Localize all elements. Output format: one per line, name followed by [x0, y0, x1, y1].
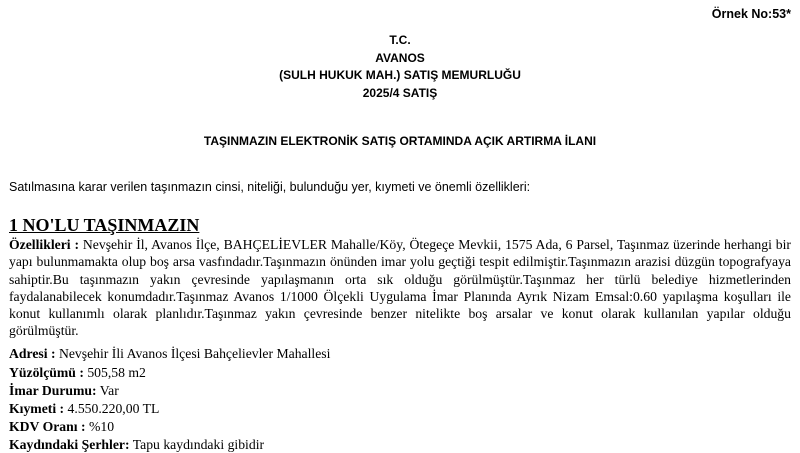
value-amount: 4.550.220,00 TL: [67, 401, 160, 416]
property-annotations: [9, 436, 264, 453]
annotations-label: Kaydındaki Şerhler:: [9, 437, 130, 452]
property-address: [9, 345, 330, 362]
header-office-name: (SULH HUKUK MAH.) SATIŞ MEMURLUĞU: [279, 68, 521, 82]
address-label: Adresi :: [9, 346, 56, 361]
announcement-title: TAŞINMAZIN ELEKTRONİK SATIŞ ORTAMINDA AÇIK ARTIRMA İLANI: [203, 134, 597, 148]
zoning-label: İmar Durumu:: [9, 383, 97, 398]
property-zoning: [9, 382, 119, 399]
example-number: Örnek No:53*: [711, 7, 791, 21]
property-area: [9, 364, 146, 381]
document-header: [0, 32, 800, 102]
vat-label: KDV Oranı :: [9, 419, 86, 434]
header-tc: T.C.: [389, 33, 411, 47]
vat-value: %10: [88, 419, 115, 434]
property-vat: [9, 418, 114, 435]
features-label: Özellikleri :: [9, 237, 80, 252]
header-file-number: 2025/4 SATIŞ: [362, 85, 438, 100]
annotations-value: Tapu kaydındaki gibidir: [132, 437, 265, 452]
address-value: Nevşehir İli Avanos İlçesi Bahçelievler Mahallesi: [58, 346, 331, 361]
area-value: 505,58 m2: [87, 365, 146, 380]
property-title: 1 NO'LU TAŞINMAZIN: [9, 215, 200, 235]
header-office-city: AVANOS: [375, 50, 425, 65]
zoning-value: Var: [99, 383, 119, 398]
value-label: Kıymeti :: [9, 401, 65, 416]
property-features: [9, 236, 791, 340]
intro-text: Satılmasına karar verilen taşınmazın cinsi, niteliği, bulunduğu yer, kıymeti ve önemli özellikleri:: [9, 180, 531, 194]
features-value: Nevşehir İl, Avanos İlçe, BAHÇELİEVLER Mahalle/Köy, Ötegeçe Mevkii, 1575 Ada, 6 Parsel, Taşınmaz üzerinde herhangi bir yapı bulunmamakta olup boş arsa vasfındadır.Taşınmazın önünden imar yolu geçtiği tespit edilmiştir.Taşınmazın arazisi düzgün topografyaya sahiptir.Bu taşınmazın yakın çevresinde yapılaşmanın orta sık olduğu görülmüştür.Taşınmaz her türlü belediye hizmetlerinden faydalanabilecek konumdadır.Taşınmaz Avanos 1/1000 Ölçekli Uygulama İmar Planında Ayrık Nizam Emsal:0.60 yapılaşma koşulları ile konut kullanımlı olarak planlıdır.Taşınmaz yakın çevresinde benzer nitelikte boş arsalar ve konut olarak kullanılan yapılar olduğu görülmüştür.: [9, 237, 791, 339]
property-value: [9, 400, 159, 417]
area-label: Yüzölçümü :: [9, 365, 84, 380]
